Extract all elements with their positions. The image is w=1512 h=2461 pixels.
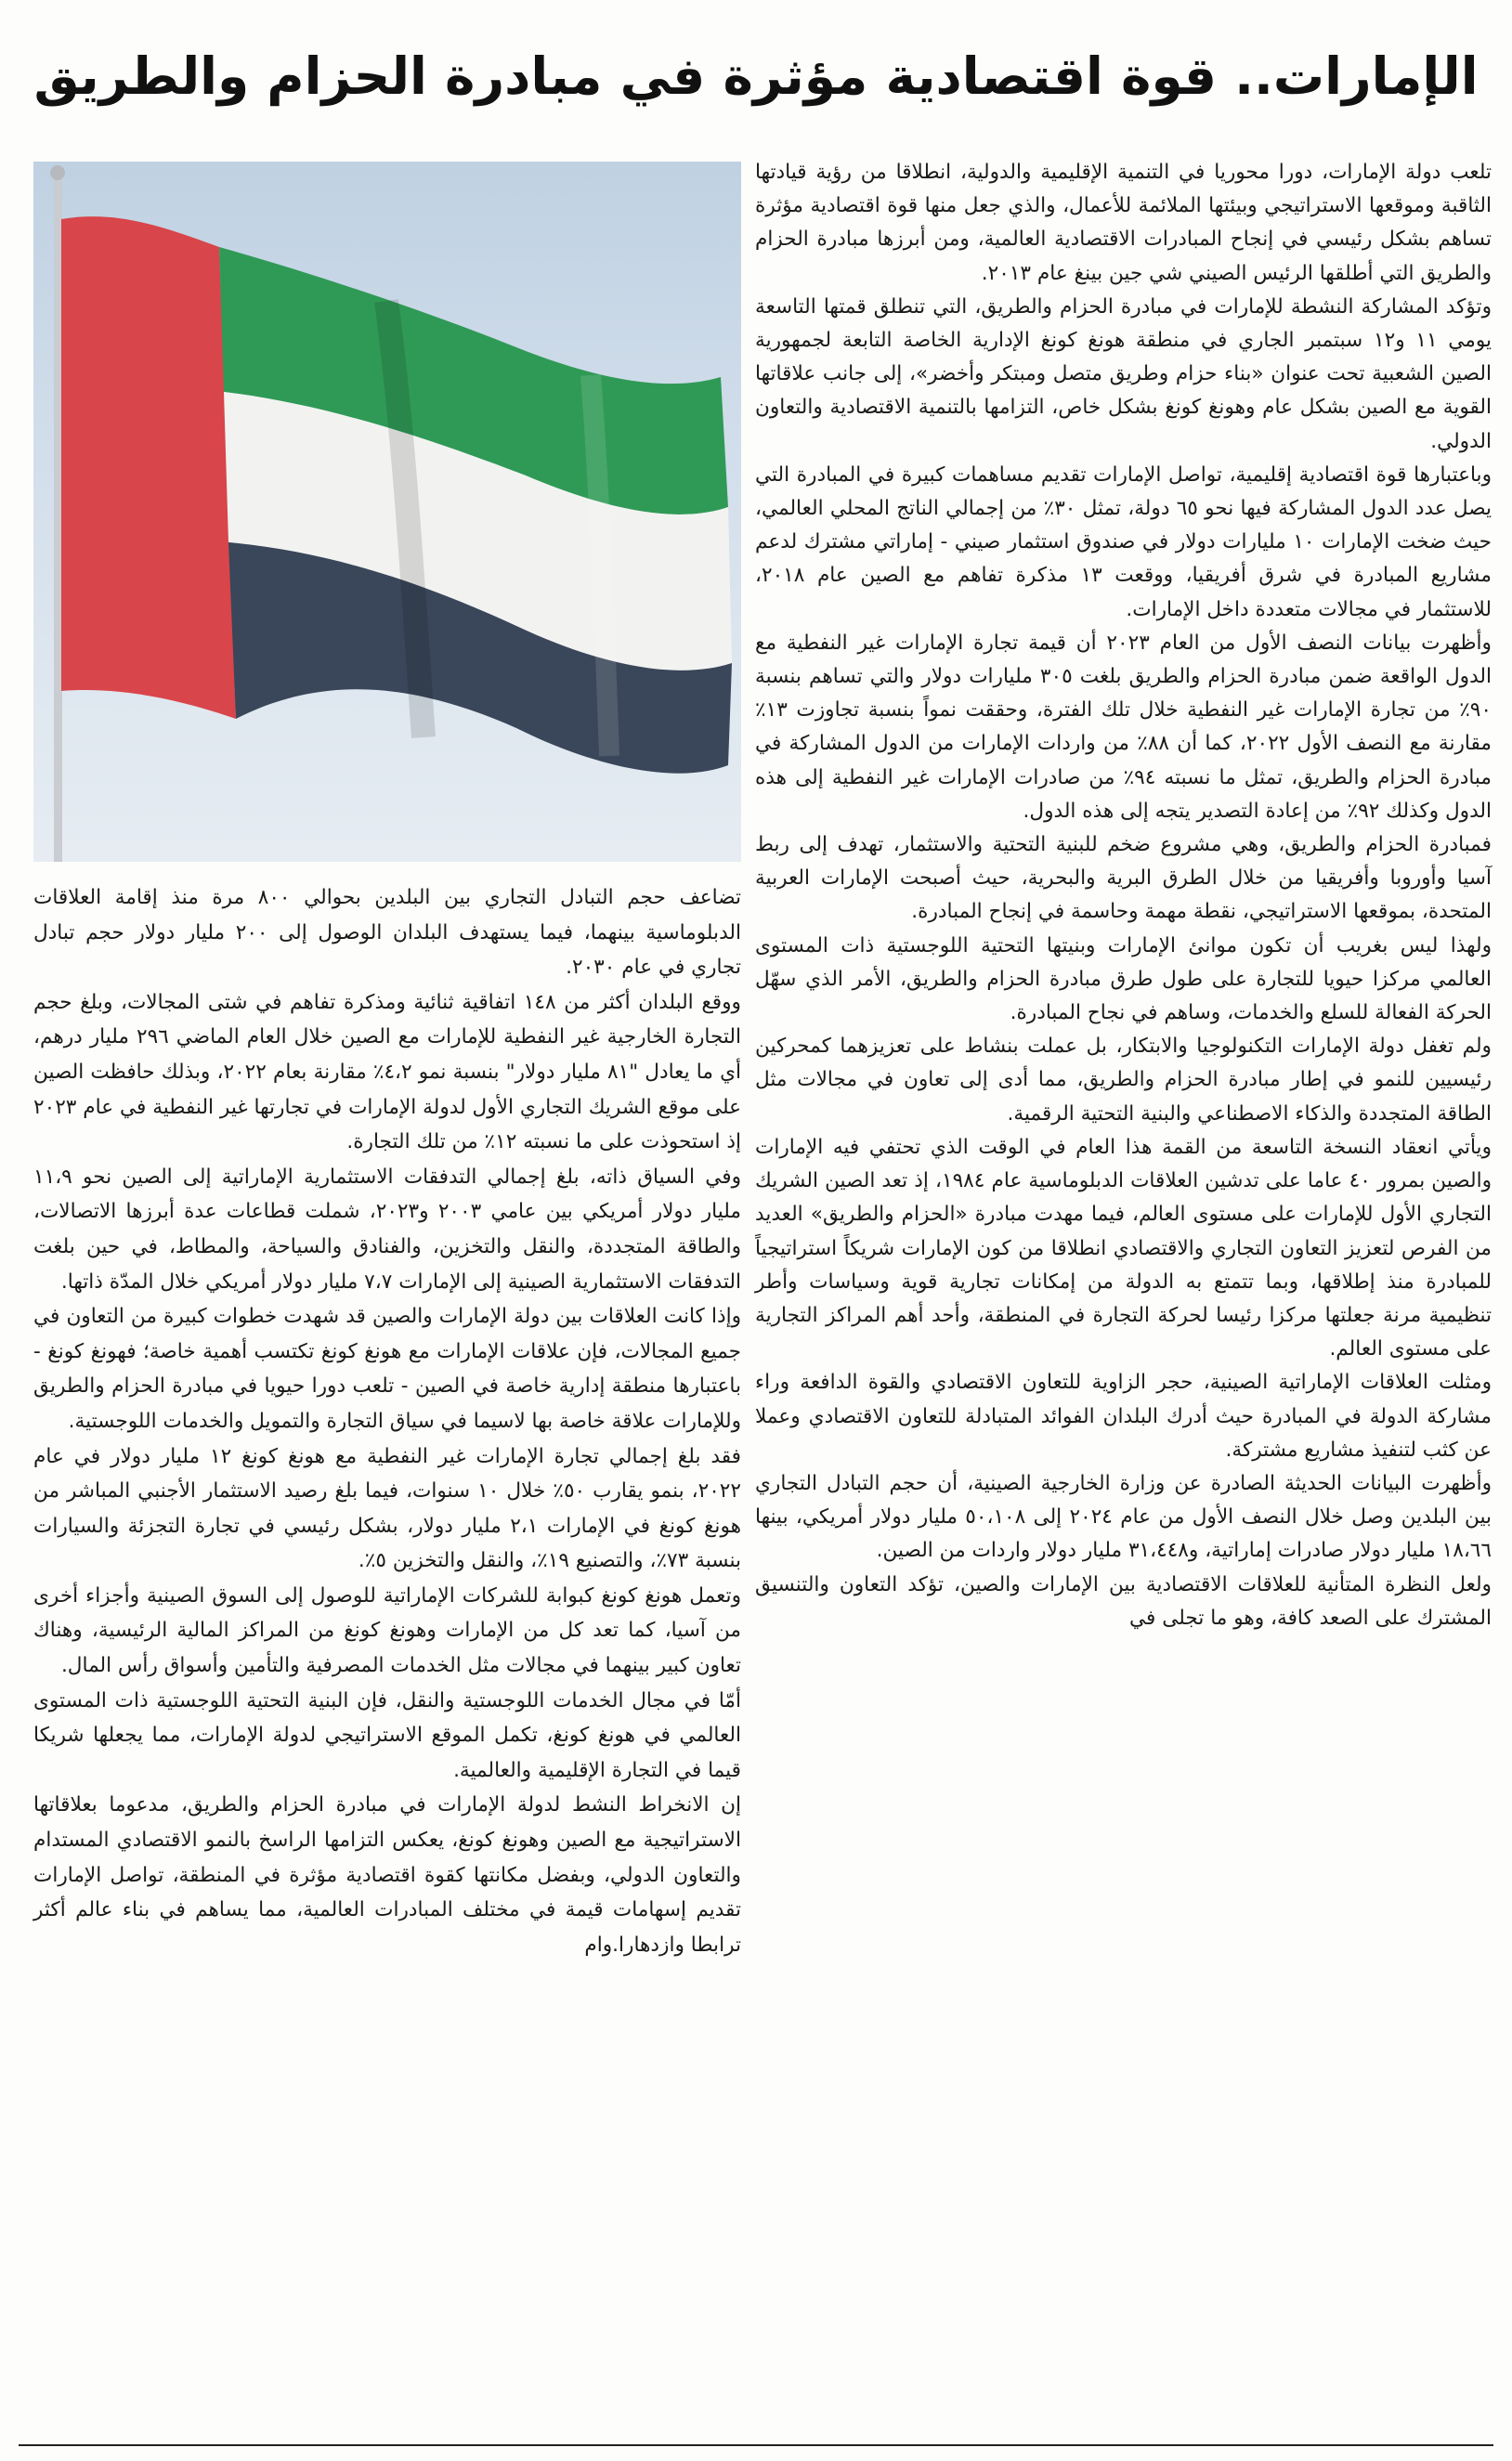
paragraph: ولم تغفل دولة الإمارات التكنولوجيا والابتكار، بل عملت بنشاط على تعزيزهما كمحركين رئيسيين للنمو في إطار مبادرة الحزام والطريق، مما أدى إلى تعاون في مجالات مثل الطاقة المتجددة والذكاء الاصطناعي والبنية التحتية الرقمية. bbox=[755, 1035, 1492, 1126]
bottom-rule bbox=[19, 2444, 1493, 2446]
paragraph: وأظهرت بيانات النصف الأول من العام ٢٠٢٣ أن قيمة تجارة الإمارات غير النفطية مع الدول الواقعة ضمن مبادرة الحزام والطريق بلغت ٣٠٥ مليارات دولار والتي تساهم بنسبة ٩٠٪ من تجارة الإمارات غير النفطية خلال تلك الفترة، وحققت نمواً بنسبة تجاوزت ١٣٪ مقارنة مع النصف الأول ٢٠٢٢، كما أن ٨٨٪ من واردات الإمارات من الدول المشاركة في مبادرة الحزام والطريق، تمثل ما نسبته ٩٤٪ من صادرات الإمارات غير النفطية إلى هذه الدول وكذلك ٩٢٪ من إعادة التصدير يتجه إلى هذه الدول. bbox=[755, 631, 1492, 823]
paragraph: ووقع البلدان أكثر من ١٤٨ اتفاقية ثنائية ومذكرة تفاهم في شتى المجالات، وبلغ حجم التجارة الخارجية غير النفطية للإمارات مع الصين خلال العام الماضي ٢٩٦ مليار درهم، أي ما يعادل "٨١ مليار دولار" بنسبة نمو ٤،٢٪ مقارنة بعام ٢٠٢٢، وبذلك حافظت الصين على موقع الشريك التجاري الأول لدولة الإمارات في تجارتها غير النفطية في عام ٢٠٢٣ إذ استحوذت على ما نسبته ١٢٪ من تلك التجارة. bbox=[33, 990, 741, 1154]
paragraph: ومثلت العلاقات الإماراتية الصينية، حجر الزاوية للتعاون الاقتصادي والقوة الدافعة وراء مشاركة الدولة في المبادرة حيث أدرك البلدان الفوائد المتبادلة للتعاون الاقتصادي وعملا عن كثب لتنفيذ مشاريع مشتركة. bbox=[755, 1371, 1492, 1462]
paragraph: فمبادرة الحزام والطريق، وهي مشروع ضخم للبنية التحتية والاستثمار، تهدف إلى ربط آسيا وأوروبا وأفريقيا من خلال الطرق البرية والبحرية، حيث أصبحت الإمارات العربية المتحدة، بموقعها الاستراتيجي، نقطة مهمة وحاسمة في إنجاح المبادرة. bbox=[755, 833, 1492, 924]
paragraph: تضاعف حجم التبادل التجاري بين البلدين بحوالي ٨٠٠ مرة منذ إقامة العلاقات الدبلوماسية بينهما، فيما يستهدف البلدان الوصول إلى ٢٠٠ مليار دولار حجم تبادل تجاري في عام ٢٠٣٠. bbox=[33, 886, 741, 980]
paragraph: فقد بلغ إجمالي تجارة الإمارات غير النفطية مع هونغ كونغ ١٢ مليار دولار في عام ٢٠٢٢، بنمو يقارب ٥٠٪ خلال ١٠ سنوات، فيما بلغ رصيد الاستثمار الأجنبي المباشر من هونغ كونغ في الإمارات ٢،١ مليار دولار، بشكل رئيسي في تجارة التجزئة والسيارات بنسبة ٧٣٪، والتصنيع ١٩٪، والنقل والتخزين ٥٪. bbox=[33, 1444, 742, 1573]
paragraph: وباعتبارها قوة اقتصادية إقليمية، تواصل الإمارات تقديم مساهمات كبيرة في المبادرة التي يصل عدد الدول المشاركة فيها نحو ٦٥ دولة، تمثل ٣٠٪ من إجمالي الناتج المحلي العالمي، حيث ضخت الإمارات ١٠ مليارات دولار في صندوق استثمار صيني - إماراتي مشترك لدعم مشاريع المبادرة في شرق أفريقيا، ووقعت ١٣ مذكرة تفاهم مع الصين عام ٢٠١٨، للاستثمار في مجالات متعددة داخل الإمارات. bbox=[755, 462, 1492, 621]
paragraph: أمّا في مجال الخدمات اللوجستية والنقل، فإن البنية التحتية اللوجستية ذات المستوى العالمي في هونغ كونغ، تكمل الموقع الاستراتيجي لدولة الإمارات، مما يجعلها شريكا قيما في التجارة الإقليمية والعالمية. bbox=[33, 1688, 741, 1782]
paragraph: إن الانخراط النشط لدولة الإمارات في مبادرة الحزام والطريق، مدعوما بعلاقاتها الاستراتيجية مع الصين وهونغ كونغ، يعكس التزامها الراسخ بالنمو الاقتصادي المستدام والتعاون الدولي، وبفضل مكانتها كقوة اقتصادية مؤثرة في المنطقة، تواصل الإمارات تقديم إسهامات قيمة في مختلف المبادرات العالمية، مما يساهم في بناء عالم أكثر ترابطا وازدهارا.وام bbox=[33, 1793, 741, 1957]
article-headline: الإمارات.. قوة اقتصادية مؤثرة في مبادرة الحزام والطريق bbox=[33, 46, 1479, 106]
paragraph: وتعمل هونغ كونغ كبوابة للشركات الإماراتية للوصول إلى السوق الصينية وأجزاء أخرى من آسيا، كما تعد كل من الإمارات وهونغ كونغ من المراكز المالية الرئيسية، وهناك تعاون كبير بينهما في مجالات مثل الخدمات المصرفية والتأمين وأسواق رأس المال. bbox=[33, 1583, 741, 1678]
paragraph: ولعل النظرة المتأنية للعلاقات الاقتصادية بين الإمارات والصين، تؤكد التعاون والتنسيق المشترك على الصعد كافة، وهو ما تجلى في bbox=[755, 1572, 1492, 1630]
flag-pole bbox=[54, 175, 62, 862]
paragraph: ولهذا ليس بغريب أن تكون موانئ الإمارات وبنيتها التحتية اللوجستية ذات المستوى العالمي مركزا حيويا للتجارة على طول طرق مبادرة الحزام والطريق، الأمر الذي سهّل الحركة الفعالة للسلع والخدمات، وساهم في نجاح المبادرة. bbox=[755, 933, 1492, 1025]
paragraph: ويأتي انعقاد النسخة التاسعة من القمة هذا العام في الوقت الذي تحتفي فيه الإمارات والصين بمرور ٤٠ عاما على تدشين العلاقات الدبلوماسية عام ١٩٨٤، إذ تعد الصين الشريك التجاري الأول للإمارات على مستوى العالم، فيما مهدت مبادرة «الحزام والطريق» العديد من الفرص لتعزيز التعاون التجاري والاقتصادي انطلاقا من كون الإمارات شريكاً استراتيجياً للمبادرة منذ إطلاقها، وبما تتمتع به الدولة من إمكانات تجارية قوية وسياسات وأطر تنظيمية مرنة جعلتها مركزا رئيسا لحركة التجارة في المنطقة، وأحد أهم المراكز التجارية على مستوى العالم. bbox=[755, 1135, 1492, 1361]
flag-red-band bbox=[61, 216, 236, 719]
flag-pole-finial bbox=[50, 165, 65, 180]
paragraph: تلعب دولة الإمارات، دورا محوريا في التنمية الإقليمية والدولية، انطلاقا من رؤية قيادتها الثاقبة وموقعها الاستراتيجي وبيئتها الملائمة للأعمال، والذي جعل منها قوة اقتصادية مؤثرة تساهم بشكل رئيسي في إنجاح المبادرات الاقتصادية العالمية، ومن أبرزها مبادرة الحزام والطريق التي أطلقها الرئيس الصيني شي جين بينغ عام ٢٠١٣. bbox=[755, 161, 1492, 285]
article-right-column bbox=[755, 156, 1492, 1635]
paragraph: وفي السياق ذاته، بلغ إجمالي التدفقات الاستثمارية الإماراتية إلى الصين نحو ١١،٩ مليار دولار أمريكي بين عامي ٢٠٠٣ و٢٠٢٣، شملت قطاعات عدة أبرزها الاتصالات، والطاقة المتجددة، والنقل والتخزين، والفنادق والسياحة، والمطاط، في حين بلغت التدفقات الاستثمارية الصينية إلى الإمارات ٧،٧ مليار دولار أمريكي خلال المدّة ذاتها. bbox=[33, 1165, 741, 1294]
article-left-column bbox=[33, 880, 741, 1962]
uae-flag-photo bbox=[33, 162, 741, 862]
paragraph: وأظهرت البيانات الحديثة الصادرة عن وزارة الخارجية الصينية، أن حجم التبادل التجاري بين البلدين وصل خلال النصف الأول من عام ٢٠٢٤ إلى ٥٠،١٠٨ مليار دولار أمريكي، بينها ١٨،٦٦ مليار دولار صادرات إماراتية، و٣١،٤٤٨ مليار دولار واردات من الصين. bbox=[755, 1471, 1492, 1563]
paragraph: وتؤكد المشاركة النشطة للإمارات في مبادرة الحزام والطريق، التي تنطلق قمتها التاسعة يومي ١١ و١٢ سبتمبر الجاري في منطقة هونغ كونغ الإدارية الخاصة التابعة لجمهورية الصين الشعبية تحت عنوان «بناء حزام وطريق متصل ومبتكر وأخضر»، إلى جانب علاقاتها القوية مع الصين بشكل عام وهونغ كونغ بشكل خاص، التزامها بالتنمية الاقتصادية والتعاون الدولي. bbox=[755, 294, 1492, 453]
uae-flag-illustration bbox=[33, 162, 741, 862]
paragraph: وإذا كانت العلاقات بين دولة الإمارات والصين قد شهدت خطوات كبيرة من التعاون في جميع المجالات، فإن علاقات الإمارات مع هونغ كونغ تكتسب أهمية خاصة؛ فهونغ كونغ - باعتبارها منطقة إدارية خاصة في الصين - تلعب دورا حيويا في مبادرة الحزام والطريق وللإمارات علاقة خاصة بها لاسيما في سياق التجارة والتمويل والخدمات اللوجستية. bbox=[33, 1305, 741, 1433]
